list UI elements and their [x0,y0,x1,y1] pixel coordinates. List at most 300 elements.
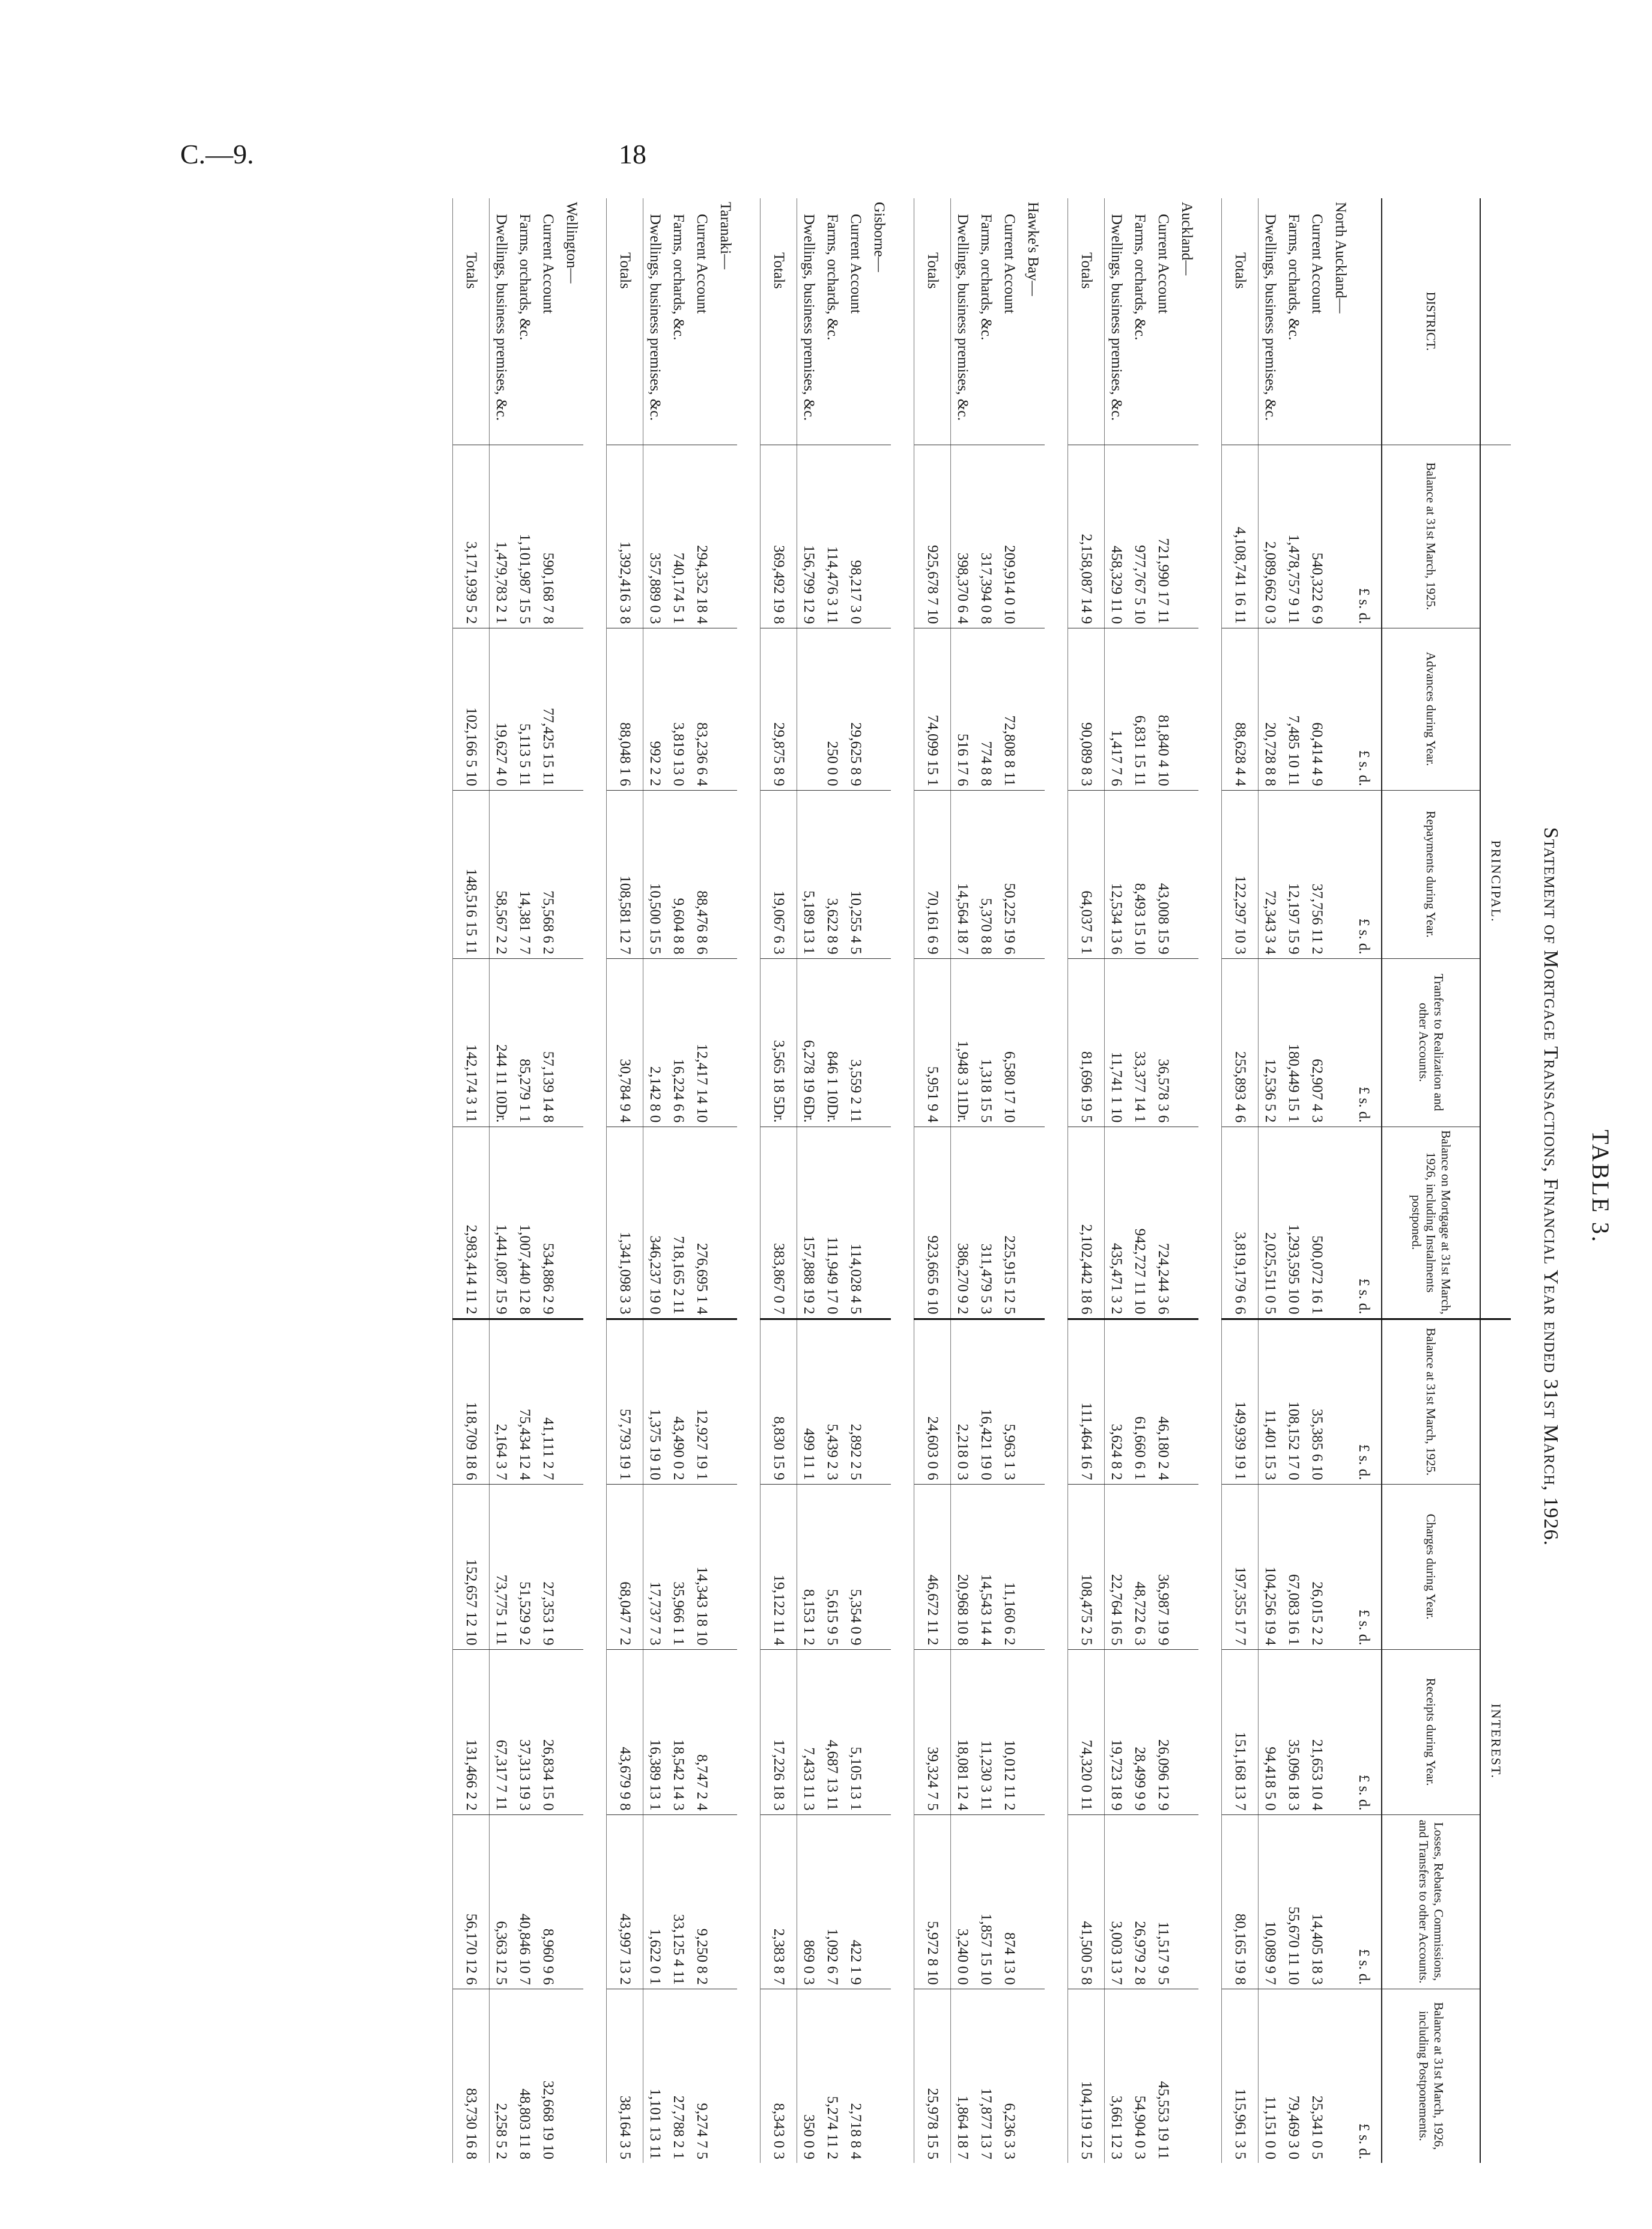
totals-label: Totals [1222,198,1259,445]
units-cell: £ s. d. [1352,958,1382,1127]
row-label: Dwellings, business premises, &c. [1262,214,1279,421]
table-cell: 244 11 10Dr. [490,958,514,1127]
table-cell: 28,499 9 9 [1128,1649,1152,1814]
table-cell: 16,421 19 0 [974,1319,998,1484]
column-header: Balance at 31st March, 1926, including Postponements. [1382,1989,1480,2163]
table-cell: 48,803 11 8 [513,1989,536,2163]
table-cell: 2,258 5 2 [490,1989,514,2163]
empty-cell [560,1814,583,1989]
table-cell: 276,695 1 4 [690,1127,714,1319]
table-cell: 5,354 0 9 [844,1484,867,1649]
column-header: Balance at 31st March, 1925. [1382,1319,1480,1484]
table-cell: 94,418 5 0 [1259,1649,1283,1814]
table-cell: 3,622 8 9 [821,790,844,958]
spacer-row [583,198,607,2163]
column-header: Tranfers to Realization and other Accounts. [1382,958,1480,1127]
table-row [643,198,667,2163]
table-row [490,198,514,2163]
spacer-cell [1198,198,1222,2163]
table-cell: 11,741 1 10 [1105,958,1129,1127]
table-cell: 740,174 5 1 [667,445,690,628]
table-row [513,198,536,2163]
totals-cell: 108,581 12 7 [607,790,643,958]
table-cell: 5,615 9 5 [821,1484,844,1649]
empty-cell [714,1989,737,2163]
row-label: Current Account [1001,214,1018,314]
table-cell: 35,966 1 1 [667,1484,690,1649]
table-cell: 1,318 15 5 [974,958,998,1127]
table-cell: 180,449 15 1 [1282,958,1305,1127]
table-cell: 26,979 2 8 [1128,1814,1152,1989]
empty-cell [560,1127,583,1319]
totals-cell: 43,679 9 8 [607,1649,643,1814]
table-cell: 2,892 2 5 [844,1319,867,1484]
empty-cell [714,1319,737,1484]
totals-cell: 3,819,179 6 6 [1222,1127,1259,1319]
row-label: Current Account [694,214,711,314]
totals-cell: 142,174 3 11 [453,958,490,1127]
table-cell: 846 1 10Dr. [821,958,844,1127]
totals-cell: 68,047 7 2 [607,1484,643,1649]
table-cell: 724,244 3 6 [1152,1127,1175,1319]
table-cell: 3,819 13 0 [667,628,690,790]
table-cell: 8,960 9 6 [536,1814,560,1989]
totals-cell: 30,784 9 4 [607,958,643,1127]
table-cell: 398,370 6 4 [951,445,975,628]
spacer-row [891,198,914,2163]
table-cell [797,628,821,790]
table-row [974,198,998,2163]
totals-cell: 108,475 2 5 [1068,1484,1105,1649]
totals-cell: 39,324 7 5 [914,1649,951,1814]
empty-cell [714,1649,737,1814]
empty-cell [714,628,737,790]
units-cell: £ s. d. [1352,1319,1382,1484]
totals-cell: 46,672 11 2 [914,1484,951,1649]
totals-cell: 74,320 0 11 [1068,1649,1105,1814]
table-cell: 156,799 12 9 [797,445,821,628]
table-cell: 98,217 3 0 [844,445,867,628]
table-cell: 33,377 14 1 [1128,958,1152,1127]
totals-cell: 8,343 0 3 [761,1989,797,2163]
units-cell: £ s. d. [1352,628,1382,790]
table-cell: 88,476 8 6 [690,790,714,958]
totals-cell: 88,048 1 6 [607,628,643,790]
totals-cell: 925,678 7 10 [914,445,951,628]
table-cell: 7,485 10 11 [1282,628,1305,790]
totals-row [1222,198,1259,2163]
empty-cell [1021,1127,1045,1319]
empty-cell [1329,628,1352,790]
totals-cell: 255,893 4 6 [1222,958,1259,1127]
table-cell: 1,948 3 11Dr. [951,958,975,1127]
table-cell: 75,434 12 4 [513,1319,536,1484]
table-cell: 14,405 18 3 [1305,1814,1329,1989]
table-cell: 5,963 1 3 [998,1319,1021,1484]
totals-cell: 88,628 4 4 [1222,628,1259,790]
table-row [1105,198,1129,2163]
table-cell: 104,256 19 4 [1259,1484,1283,1649]
table-row [1305,198,1329,2163]
empty-cell [1329,1649,1352,1814]
empty-cell [560,445,583,628]
totals-cell: 56,170 12 6 [453,1814,490,1989]
table-cell: 41,111 2 7 [536,1319,560,1484]
table-cell: 62,907 4 3 [1305,958,1329,1127]
table-caption: Statement of Mortgage Transactions, Financial Year ended 31st March, 1926. [1540,827,1562,1546]
page-ref: C.—9. [180,139,254,169]
empty-cell [867,628,891,790]
column-group-header-row [1480,198,1511,2163]
table-cell: 1,622 0 1 [643,1814,667,1989]
table-cell: 458,329 11 0 [1105,445,1129,628]
table-cell: 2,164 3 7 [490,1319,514,1484]
table-cell: 12,197 15 9 [1282,790,1305,958]
totals-cell: 369,492 19 8 [761,445,797,628]
empty-cell [867,1319,891,1484]
table-cell: 75,568 6 2 [536,790,560,958]
empty-cell [560,628,583,790]
table-cell: 317,394 0 8 [974,445,998,628]
table-cell: 11,160 6 2 [998,1484,1021,1649]
totals-cell: 70,161 6 9 [914,790,951,958]
spacer-cell [737,198,761,2163]
table-cell: 6,236 3 3 [998,1989,1021,2163]
table-cell: 85,279 1 1 [513,958,536,1127]
table-cell: 67,083 16 1 [1282,1484,1305,1649]
totals-cell: 1,392,416 3 8 [607,445,643,628]
units-cell: £ s. d. [1352,1484,1382,1649]
table-cell: 77,425 15 11 [536,628,560,790]
table-cell: 6,580 17 10 [998,958,1021,1127]
totals-cell: 118,709 18 6 [453,1319,490,1484]
table-cell: 5,274 11 2 [821,1989,844,2163]
column-header: Repayments during Year. [1382,790,1480,958]
totals-cell: 80,165 19 8 [1222,1814,1259,1989]
table-cell: 516 17 6 [951,628,975,790]
row-label: Farms, orchards, &c. [824,214,841,341]
table-cell: 14,564 18 7 [951,790,975,958]
table-cell: 2,218 0 3 [951,1319,975,1484]
table-cell: 83,236 6 4 [690,628,714,790]
totals-cell: 43,997 13 2 [607,1814,643,1989]
table-cell: 8,747 2 4 [690,1649,714,1814]
table-cell: 60,414 4 9 [1305,628,1329,790]
table-cell: 14,343 18 10 [690,1484,714,1649]
table-cell: 869 0 3 [797,1814,821,1989]
table-cell: 11,151 0 0 [1259,1989,1283,2163]
table-cell: 8,153 1 2 [797,1484,821,1649]
units-cell: £ s. d. [1352,1989,1382,2163]
column-header: Balance on Mortgage at 31st March, 1926, including Instalments postponed. [1382,1127,1480,1319]
table-cell: 311,479 5 3 [974,1127,998,1319]
totals-cell: 2,383 8 7 [761,1814,797,1989]
table-cell: 22,764 16 5 [1105,1484,1129,1649]
spacer-cell [583,198,607,2163]
empty-cell [1175,628,1198,790]
table-cell: 43,008 15 9 [1152,790,1175,958]
totals-label: Totals [1068,198,1105,445]
table-cell: 43,490 0 2 [667,1319,690,1484]
table-cell: 36,578 3 6 [1152,958,1175,1127]
table-cell: 19,627 4 0 [490,628,514,790]
row-label: Current Account [540,214,557,314]
totals-cell: 197,355 17 7 [1222,1484,1259,1649]
table-row [690,198,714,2163]
empty-cell [714,1814,737,1989]
empty-cell [560,1319,583,1484]
table-cell: 11,230 3 11 [974,1649,998,1814]
table-cell: 1,864 18 7 [951,1989,975,2163]
table-row [1259,198,1283,2163]
table-row [667,198,690,2163]
totals-cell: 74,099 15 1 [914,628,951,790]
column-header: Losses, Rebates, Commissions, and Transfers to other Accounts. [1382,1814,1480,1989]
table-cell: 534,886 2 9 [536,1127,560,1319]
totals-cell: 83,730 16 8 [453,1989,490,2163]
column-header-row [1382,198,1480,2163]
table-cell: 386,270 9 2 [951,1127,975,1319]
table-cell: 51,529 9 2 [513,1484,536,1649]
table-cell: 18,542 14 3 [667,1649,690,1814]
table-cell: 26,096 12 9 [1152,1649,1175,1814]
table-row [821,198,844,2163]
empty-cell [1329,445,1352,628]
totals-cell: 38,164 3 5 [607,1989,643,2163]
group-principal: PRINCIPAL. [1480,445,1511,1319]
table-cell: 1,441,087 15 9 [490,1127,514,1319]
totals-cell: 1,341,098 3 3 [607,1127,643,1319]
table-cell: 46,180 2 4 [1152,1319,1175,1484]
spacer-row [737,198,761,2163]
district-name: Taranaki— [717,202,734,270]
empty-cell [1175,1319,1198,1484]
table-cell: 37,756 11 2 [1305,790,1329,958]
empty-cell [560,1649,583,1814]
totals-cell: 2,983,414 11 2 [453,1127,490,1319]
table-cell: 1,479,783 2 1 [490,445,514,628]
group-interest: INTEREST. [1480,1319,1511,2163]
district-heading-row [714,198,737,2163]
row-label: Dwellings, business premises, &c. [801,214,818,421]
table-cell: 3,240 0 0 [951,1814,975,1989]
empty-cell [1175,1484,1198,1649]
table-cell: 6,363 12 5 [490,1814,514,1989]
table-cell: 11,401 15 3 [1259,1319,1283,1484]
totals-cell: 90,089 8 3 [1068,628,1105,790]
empty-cell [867,790,891,958]
empty-cell [1175,1814,1198,1989]
table-cell: 5,189 13 1 [797,790,821,958]
row-label: Dwellings, business premises, &c. [1108,214,1125,421]
table-cell: 422 1 9 [844,1814,867,1989]
units-cell: £ s. d. [1352,445,1382,628]
table-cell: 16,389 13 1 [643,1649,667,1814]
table-cell: 45,553 19 11 [1152,1989,1175,2163]
table-cell: 73,775 1 11 [490,1484,514,1649]
table-cell: 18,081 12 4 [951,1649,975,1814]
table-cell: 10,089 9 7 [1259,1814,1283,1989]
table-cell: 40,846 10 7 [513,1814,536,1989]
totals-cell: 29,875 8 9 [761,628,797,790]
totals-cell: 2,102,442 18 6 [1068,1127,1105,1319]
totals-cell: 151,168 13 7 [1222,1649,1259,1814]
table-cell: 11,517 9 5 [1152,1814,1175,1989]
totals-cell: 19,067 6 3 [761,790,797,958]
units-cell: £ s. d. [1352,1649,1382,1814]
table-body [453,198,1382,2163]
totals-cell: 3,565 18 5Dr. [761,958,797,1127]
table-cell: 17,877 13 7 [974,1989,998,2163]
table-cell: 499 11 1 [797,1319,821,1484]
row-label: Farms, orchards, &c. [1286,214,1302,341]
table-cell: 4,687 13 11 [821,1649,844,1814]
table-cell: 111,949 17 0 [821,1127,844,1319]
table-cell: 61,660 6 1 [1128,1319,1152,1484]
column-header: Receipts during Year. [1382,1649,1480,1814]
table-cell: 5,105 13 1 [844,1649,867,1814]
table-cell: 67,317 7 11 [490,1649,514,1814]
empty-cell [1175,958,1198,1127]
table-cell: 12,536 5 2 [1259,958,1283,1127]
table-cell: 721,990 17 11 [1152,445,1175,628]
spacer-cell [1045,198,1068,2163]
table-cell: 2,142 8 0 [643,958,667,1127]
table-cell: 1,092 6 7 [821,1814,844,1989]
row-label: Farms, orchards, &c. [517,214,533,341]
empty-cell [867,1814,891,1989]
units-cell: £ s. d. [1352,790,1382,958]
totals-row [1068,198,1105,2163]
table-cell: 1,007,440 12 8 [513,1127,536,1319]
empty-cell [1021,445,1045,628]
empty-cell [714,1127,737,1319]
table-cell: 294,352 18 4 [690,445,714,628]
table-cell: 27,353 1 9 [536,1484,560,1649]
totals-cell: 152,657 12 10 [453,1484,490,1649]
empty-cell [1175,790,1198,958]
table-cell: 435,471 3 2 [1105,1127,1129,1319]
table-cell: 157,888 19 2 [797,1127,821,1319]
table-cell: 14,381 7 7 [513,790,536,958]
units-cell: £ s. d. [1352,1814,1382,1989]
table-cell: 25,341 0 5 [1305,1989,1329,2163]
totals-cell: 4,108,741 16 11 [1222,445,1259,628]
table-label: TABLE 3. [1587,1130,1614,1244]
empty-cell [1021,1319,1045,1484]
table-cell: 26,015 2 2 [1305,1484,1329,1649]
empty-cell [1329,1989,1352,2163]
totals-row [453,198,490,2163]
table-cell: 6,278 19 6Dr. [797,958,821,1127]
table-cell: 29,625 8 9 [844,628,867,790]
totals-label: Totals [453,198,490,445]
table-row [998,198,1021,2163]
table-cell: 2,025,511 0 5 [1259,1127,1283,1319]
totals-row [761,198,797,2163]
empty-cell [867,1484,891,1649]
empty-cell [714,445,737,628]
table-cell: 114,028 4 5 [844,1127,867,1319]
units-blank [1352,198,1382,445]
table-row [1282,198,1305,2163]
row-label: Current Account [1309,214,1326,314]
table-cell: 774 8 8 [974,628,998,790]
totals-cell: 64,037 5 1 [1068,790,1105,958]
empty-cell [867,1127,891,1319]
table-cell: 72,808 8 11 [998,628,1021,790]
table-cell: 5,113 5 11 [513,628,536,790]
table-cell: 14,543 14 4 [974,1484,998,1649]
district-heading-row [1021,198,1045,2163]
spacer-cell [891,198,914,2163]
empty-cell [714,958,737,1127]
empty-cell [1329,1484,1352,1649]
table-cell: 5,370 8 8 [974,790,998,958]
table-cell: 718,165 2 11 [667,1127,690,1319]
totals-cell: 5,972 8 10 [914,1814,951,1989]
table-cell: 20,968 10 8 [951,1484,975,1649]
empty-cell [1329,1319,1352,1484]
row-label: Farms, orchards, &c. [670,214,687,341]
empty-cell [1175,1649,1198,1814]
empty-cell [1021,628,1045,790]
table-cell: 2,089,662 0 3 [1259,445,1283,628]
totals-label: Totals [607,198,643,445]
row-label: Farms, orchards, &c. [978,214,995,341]
empty-cell [1329,1814,1352,1989]
table-cell: 209,914 0 10 [998,445,1021,628]
row-label: Farms, orchards, &c. [1132,214,1149,341]
totals-cell: 148,516 15 11 [453,790,490,958]
table-cell: 81,840 4 10 [1152,628,1175,790]
totals-cell: 5,951 9 4 [914,958,951,1127]
table-cell: 1,293,595 10 0 [1282,1127,1305,1319]
district-name: North Auckland— [1332,202,1349,314]
table-cell: 8,493 15 10 [1128,790,1152,958]
table-cell: 942,727 11 10 [1128,1127,1152,1319]
table-cell: 6,831 15 11 [1128,628,1152,790]
table-row [1152,198,1175,2163]
table-cell: 3,559 2 11 [844,958,867,1127]
table-cell: 21,653 10 4 [1305,1649,1329,1814]
totals-label: Totals [761,198,797,445]
table-cell: 3,624 8 2 [1105,1319,1129,1484]
table-cell: 357,889 0 3 [643,445,667,628]
table-cell: 36,987 19 9 [1152,1484,1175,1649]
table-cell: 250 0 0 [821,628,844,790]
totals-cell: 3,171,939 5 2 [453,445,490,628]
group-blank [1480,198,1511,445]
table-cell: 50,225 19 6 [998,790,1021,958]
table-cell: 19,723 18 9 [1105,1649,1129,1814]
totals-cell: 122,297 10 3 [1222,790,1259,958]
totals-row [607,198,643,2163]
table-cell: 590,168 7 8 [536,445,560,628]
district-name: Auckland— [1179,202,1195,276]
table-cell: 108,152 17 0 [1282,1319,1305,1484]
empty-cell [560,1989,583,2163]
district-heading-row [1329,198,1352,2163]
district-heading-row [1175,198,1198,2163]
table-cell: 32,668 19 10 [536,1989,560,2163]
table-cell: 55,670 11 10 [1282,1814,1305,1989]
row-label: Dwellings, business premises, &c. [955,214,971,421]
empty-cell [714,1484,737,1649]
empty-cell [1175,1989,1198,2163]
table-cell: 225,915 12 5 [998,1127,1021,1319]
table-cell: 79,469 3 0 [1282,1989,1305,2163]
